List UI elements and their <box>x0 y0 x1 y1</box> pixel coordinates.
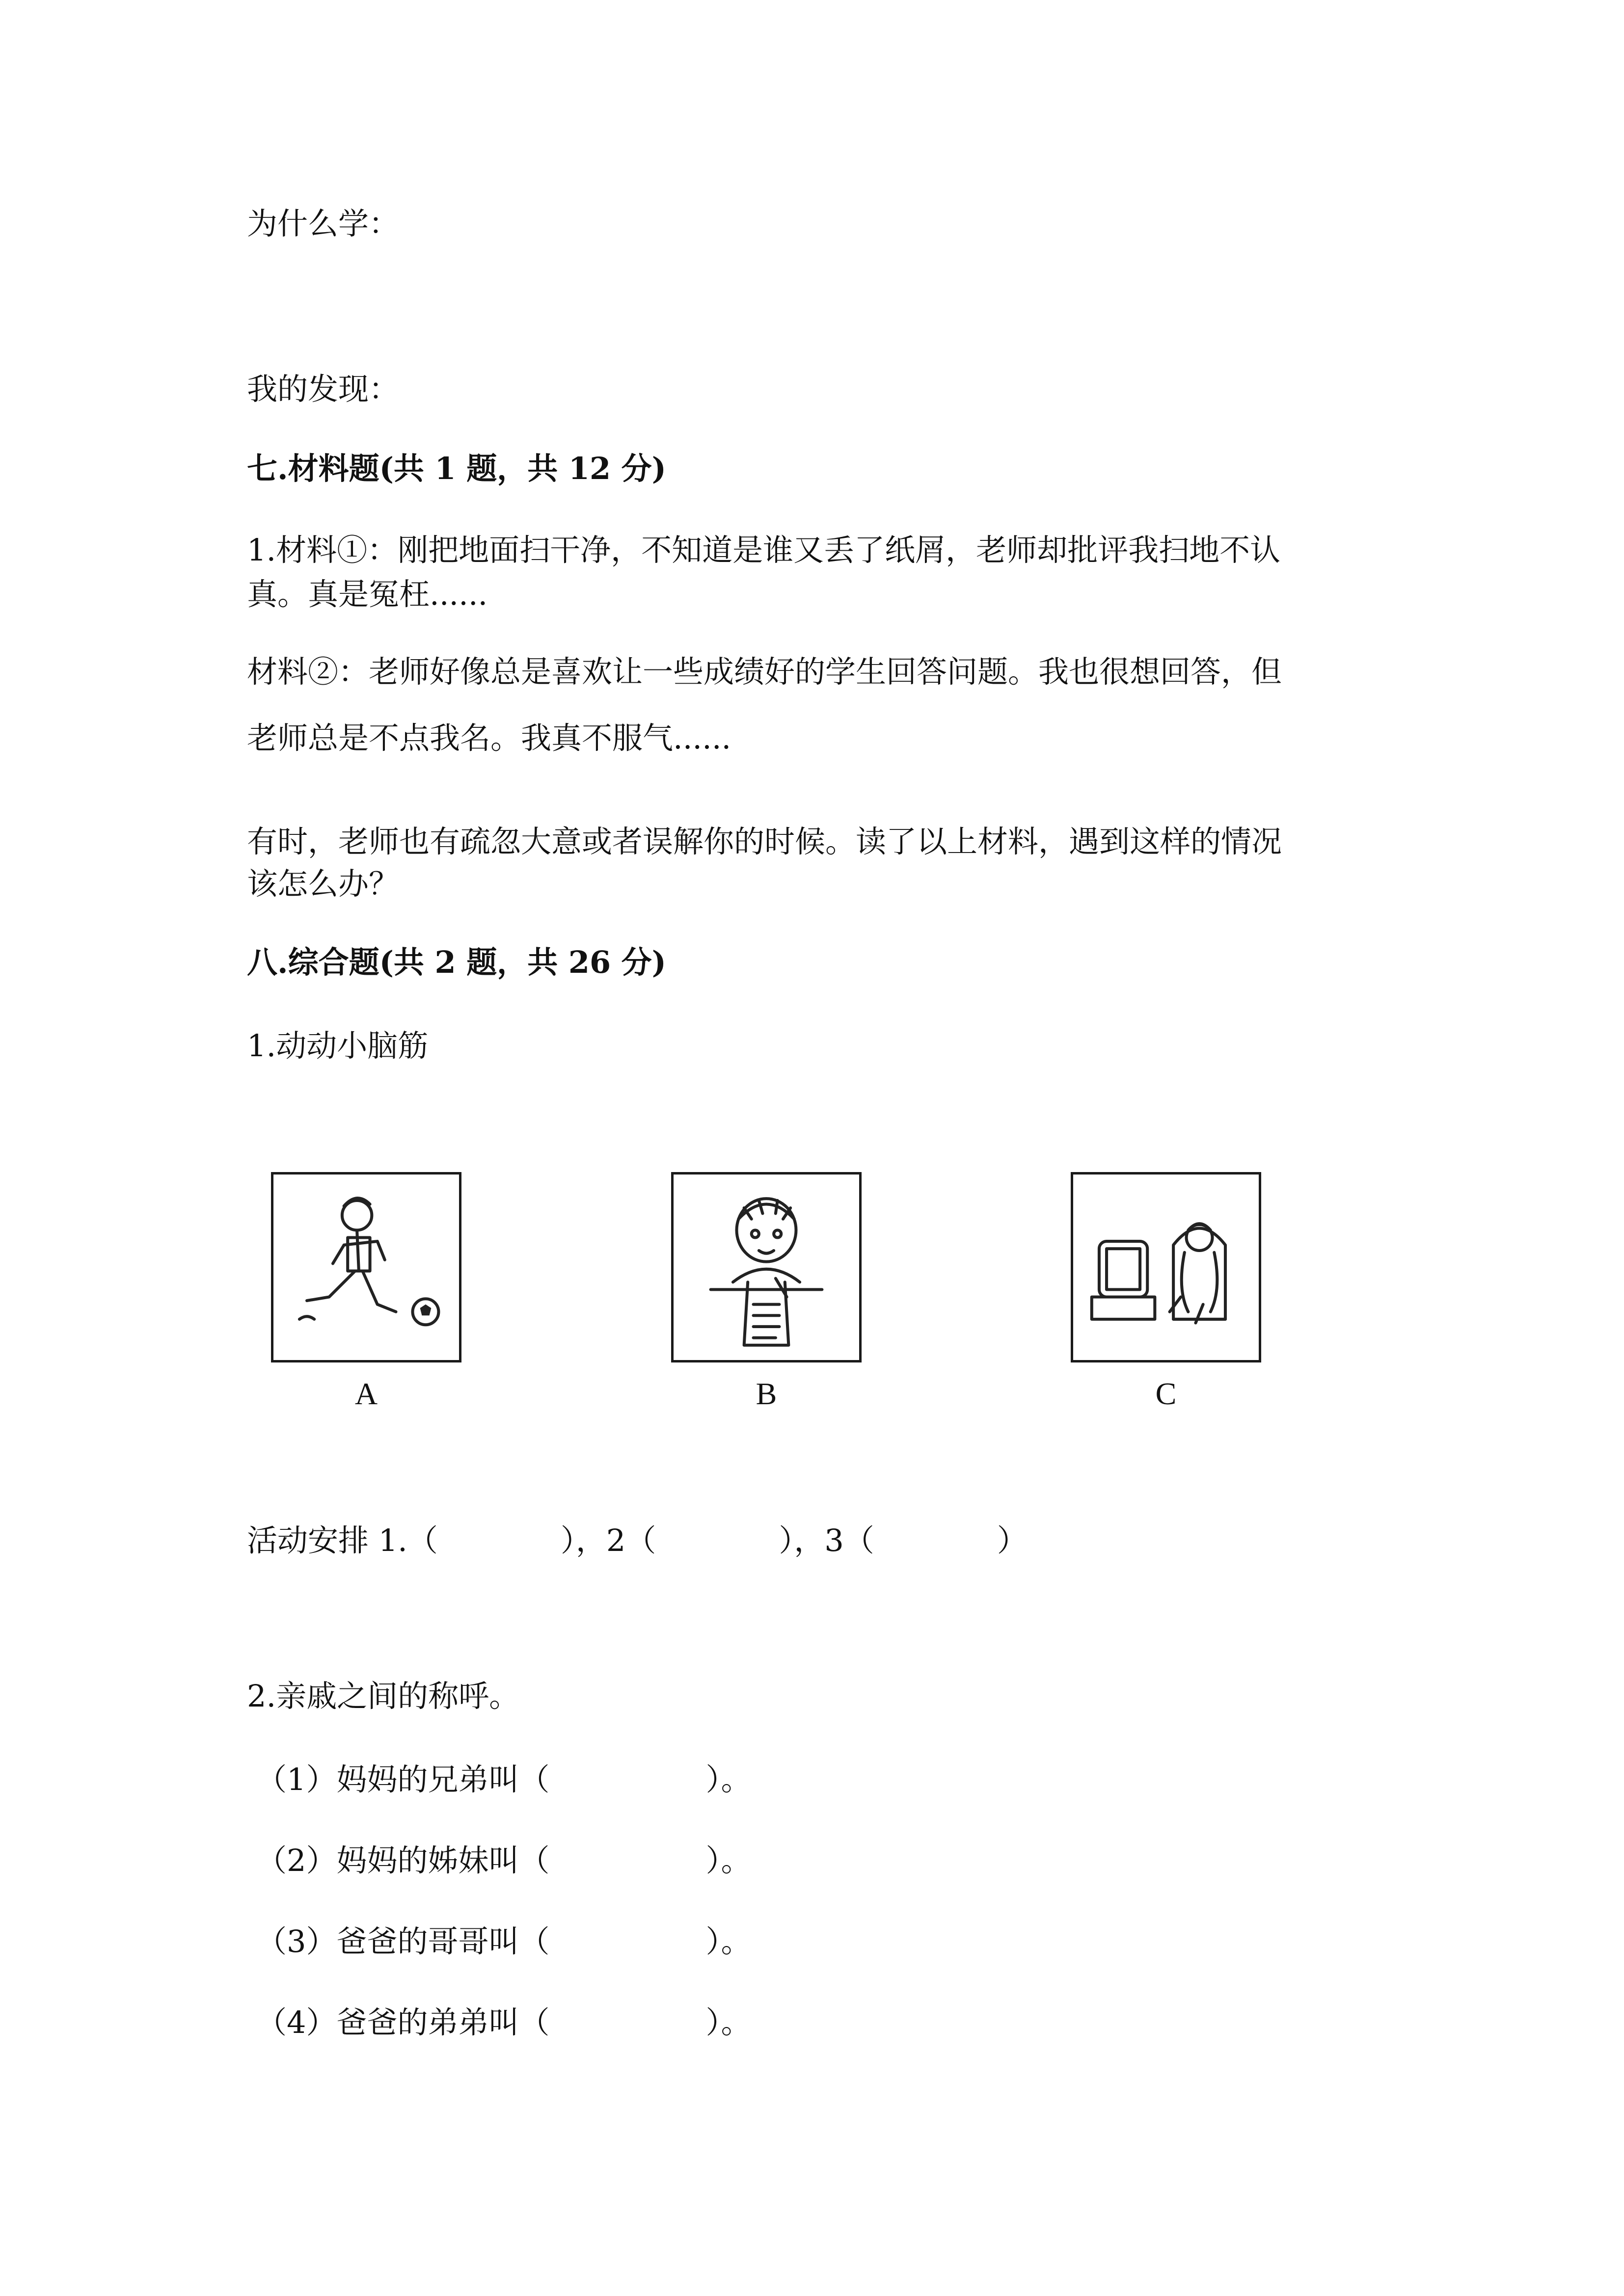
question-line-1: 有时，老师也有疏忽大意或者误解你的时候。读了以上材料，遇到这样的情况 <box>247 824 1282 859</box>
picture-c <box>1071 1172 1261 1362</box>
relative-item-4-suffix: ）。 <box>705 2004 752 2040</box>
relative-item-1 <box>256 1764 751 1795</box>
section-8-heading: 八.综合题(共 2 题，共 26 分) <box>247 944 667 980</box>
my-finding-label: 我的发现： <box>247 371 400 407</box>
picture-a <box>271 1172 461 1362</box>
relative-item-1-prefix: （1）妈妈的兄弟叫（ <box>256 1762 550 1797</box>
relative-item-4 <box>256 2004 752 2040</box>
question-line-2: 该怎么办？ <box>247 866 400 902</box>
activity-schedule-line <box>247 1522 1028 1558</box>
relative-item-2-prefix: （2）妈妈的姊妹叫（ <box>256 1842 550 1878</box>
material-1-line-1: 1.材料①：刚把地面扫干净，不知道是谁又丢了纸屑，老师却批评我扫地不认 <box>247 532 1281 568</box>
relative-item-2-suffix: ）。 <box>705 1842 752 1878</box>
question-2-title: 2.亲戚之间的称呼。 <box>247 1678 520 1714</box>
picture-a-label: A <box>354 1376 378 1411</box>
material-2-line-1: 材料②：老师好像总是喜欢让一些成绩好的学生回答问题。我也很想回答，但 <box>247 654 1282 690</box>
relative-item-1-suffix: ）。 <box>705 1762 752 1797</box>
question-1-title: 1.动动小脑筋 <box>247 1028 429 1064</box>
boy-playing-football-icon <box>273 1175 459 1360</box>
picture-b <box>671 1172 862 1362</box>
schedule-prefix: 活动安排 1.（ <box>247 1522 438 1558</box>
schedule-sep-2: ），3（ <box>779 1522 874 1558</box>
schedule-sep-1: ），2（ <box>560 1522 656 1558</box>
why-learn-label: 为什么学： <box>247 206 400 241</box>
relative-item-3 <box>256 1923 752 1959</box>
section-7-heading: 七.材料题(共 1 题，共 12 分) <box>247 451 667 486</box>
relative-item-4-prefix: （4）爸爸的弟弟叫（ <box>256 2004 550 2040</box>
picture-b-label: B <box>756 1376 777 1411</box>
material-2-line-2: 老师总是不点我名。我真不服气...... <box>247 720 731 756</box>
relative-item-3-suffix: ）。 <box>705 1923 752 1959</box>
picture-c-label: C <box>1155 1376 1177 1411</box>
relative-item-2 <box>256 1842 752 1878</box>
boy-writing-homework-icon <box>674 1175 859 1360</box>
material-1-line-2: 真。真是冤枉...... <box>247 576 488 612</box>
schedule-end: ） <box>997 1522 1028 1558</box>
relative-item-3-prefix: （3）爸爸的哥哥叫（ <box>256 1923 550 1959</box>
boy-watching-tv-icon <box>1073 1175 1259 1360</box>
